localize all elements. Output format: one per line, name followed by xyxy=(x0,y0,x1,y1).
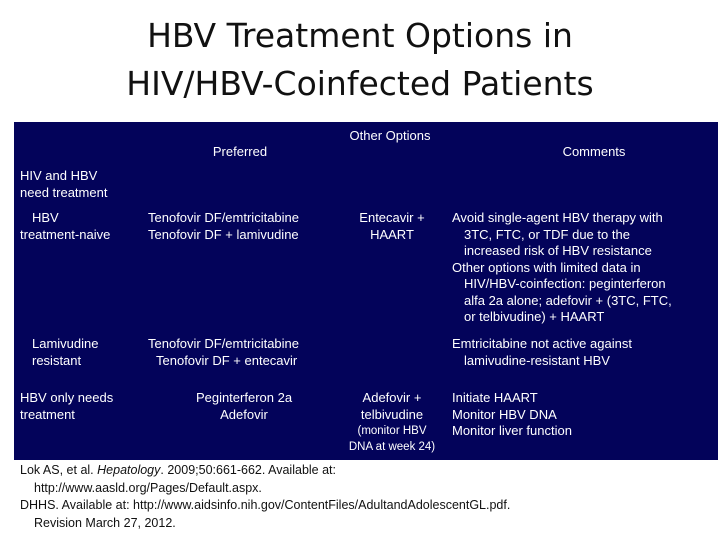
other-line: HAART xyxy=(370,226,414,242)
treatment-options-table xyxy=(14,122,718,460)
preferred-treatment-naive xyxy=(148,210,340,243)
header-comments: Comments xyxy=(562,144,626,159)
comment-line: HIV/HBV-coinfection: peginterferon xyxy=(464,276,666,291)
comment-line: Monitor liver function xyxy=(452,423,572,438)
header-other-options: Other Options xyxy=(349,128,431,143)
header-preferred: Preferred xyxy=(212,144,268,159)
comment-line: Other options with limited data in xyxy=(452,259,641,275)
preferred-line: Adefovir xyxy=(220,406,268,422)
comment-line: or telbivudine) + HAART xyxy=(464,309,605,324)
other-line: telbivudine xyxy=(360,406,424,422)
reference-2: DHHS. Available at: http://www.aidsinfo.nih.gov/ContentFiles/AdultandAdolescentGL.pdf. xyxy=(20,498,511,512)
comment-line: increased risk of HBV resistance xyxy=(464,243,652,258)
reference-1-details: . 2009;50:661-662. Available at: xyxy=(160,463,336,477)
row-label-lamivudine-resistant xyxy=(32,336,152,369)
comment-line: alfa 2a alone; adefovir + (3TC, FTC, xyxy=(464,292,672,308)
reference-2-revision: Revision March 27, 2012. xyxy=(34,515,176,530)
comment-line: lamivudine-resistant HBV xyxy=(464,352,610,368)
other-hbv-only xyxy=(336,390,448,455)
preferred-lamivudine-resistant xyxy=(148,336,340,369)
slide-title xyxy=(0,12,720,108)
row-label-line: treatment xyxy=(20,406,75,422)
other-treatment-naive xyxy=(336,210,448,243)
preferred-line: Peginterferon 2a xyxy=(195,390,293,405)
group-label-line: need treatment xyxy=(20,184,108,200)
other-note-line: (monitor HBV xyxy=(357,425,427,437)
group-label xyxy=(20,168,160,201)
comment-line: Avoid single-agent HBV therapy with xyxy=(452,210,663,225)
reference-1-url: http://www.aasld.org/Pages/Default.aspx. xyxy=(34,480,262,495)
group-label-line: HIV and HBV xyxy=(20,168,98,183)
comments-lamivudine-resistant xyxy=(452,336,714,369)
comments-hbv-only xyxy=(452,390,714,440)
row-label-line: HBV xyxy=(32,210,59,225)
row-label-treatment-naive xyxy=(20,210,152,243)
row-label-line: resistant xyxy=(32,352,82,368)
comment-line: 3TC, FTC, or TDF due to the xyxy=(464,226,630,242)
other-line: Entecavir + xyxy=(359,210,425,225)
row-label-line: Lamivudine xyxy=(32,336,99,351)
row-label-hbv-only xyxy=(20,390,140,423)
comments-treatment-naive xyxy=(452,210,714,326)
row-label-line: HBV only needs xyxy=(20,390,114,405)
slide-title-line-1: HBV Treatment Options in xyxy=(147,16,573,55)
comment-line: Initiate HAART xyxy=(452,390,538,405)
reference-1-authors: Lok AS, et al. xyxy=(20,463,98,477)
other-note-line: DNA at week 24) xyxy=(348,441,436,453)
preferred-line: Tenofovir DF + entecavir xyxy=(156,352,298,368)
preferred-hbv-only xyxy=(148,390,340,423)
comment-line: Monitor HBV DNA xyxy=(452,406,557,422)
preferred-line: Tenofovir DF + lamivudine xyxy=(148,226,299,242)
reference-1-journal: Hepatology xyxy=(97,463,161,477)
references xyxy=(20,462,710,532)
reference-1 xyxy=(20,462,710,480)
preferred-line: Tenofovir DF/emtricitabine xyxy=(148,210,299,225)
row-label-line: treatment-naive xyxy=(20,226,111,242)
other-line: Adefovir + xyxy=(362,390,422,405)
comment-line: Emtricitabine not active against xyxy=(452,336,632,351)
preferred-line: Tenofovir DF/emtricitabine xyxy=(148,336,299,351)
slide-title-line-2: HIV/HBV-Coinfected Patients xyxy=(126,64,594,103)
